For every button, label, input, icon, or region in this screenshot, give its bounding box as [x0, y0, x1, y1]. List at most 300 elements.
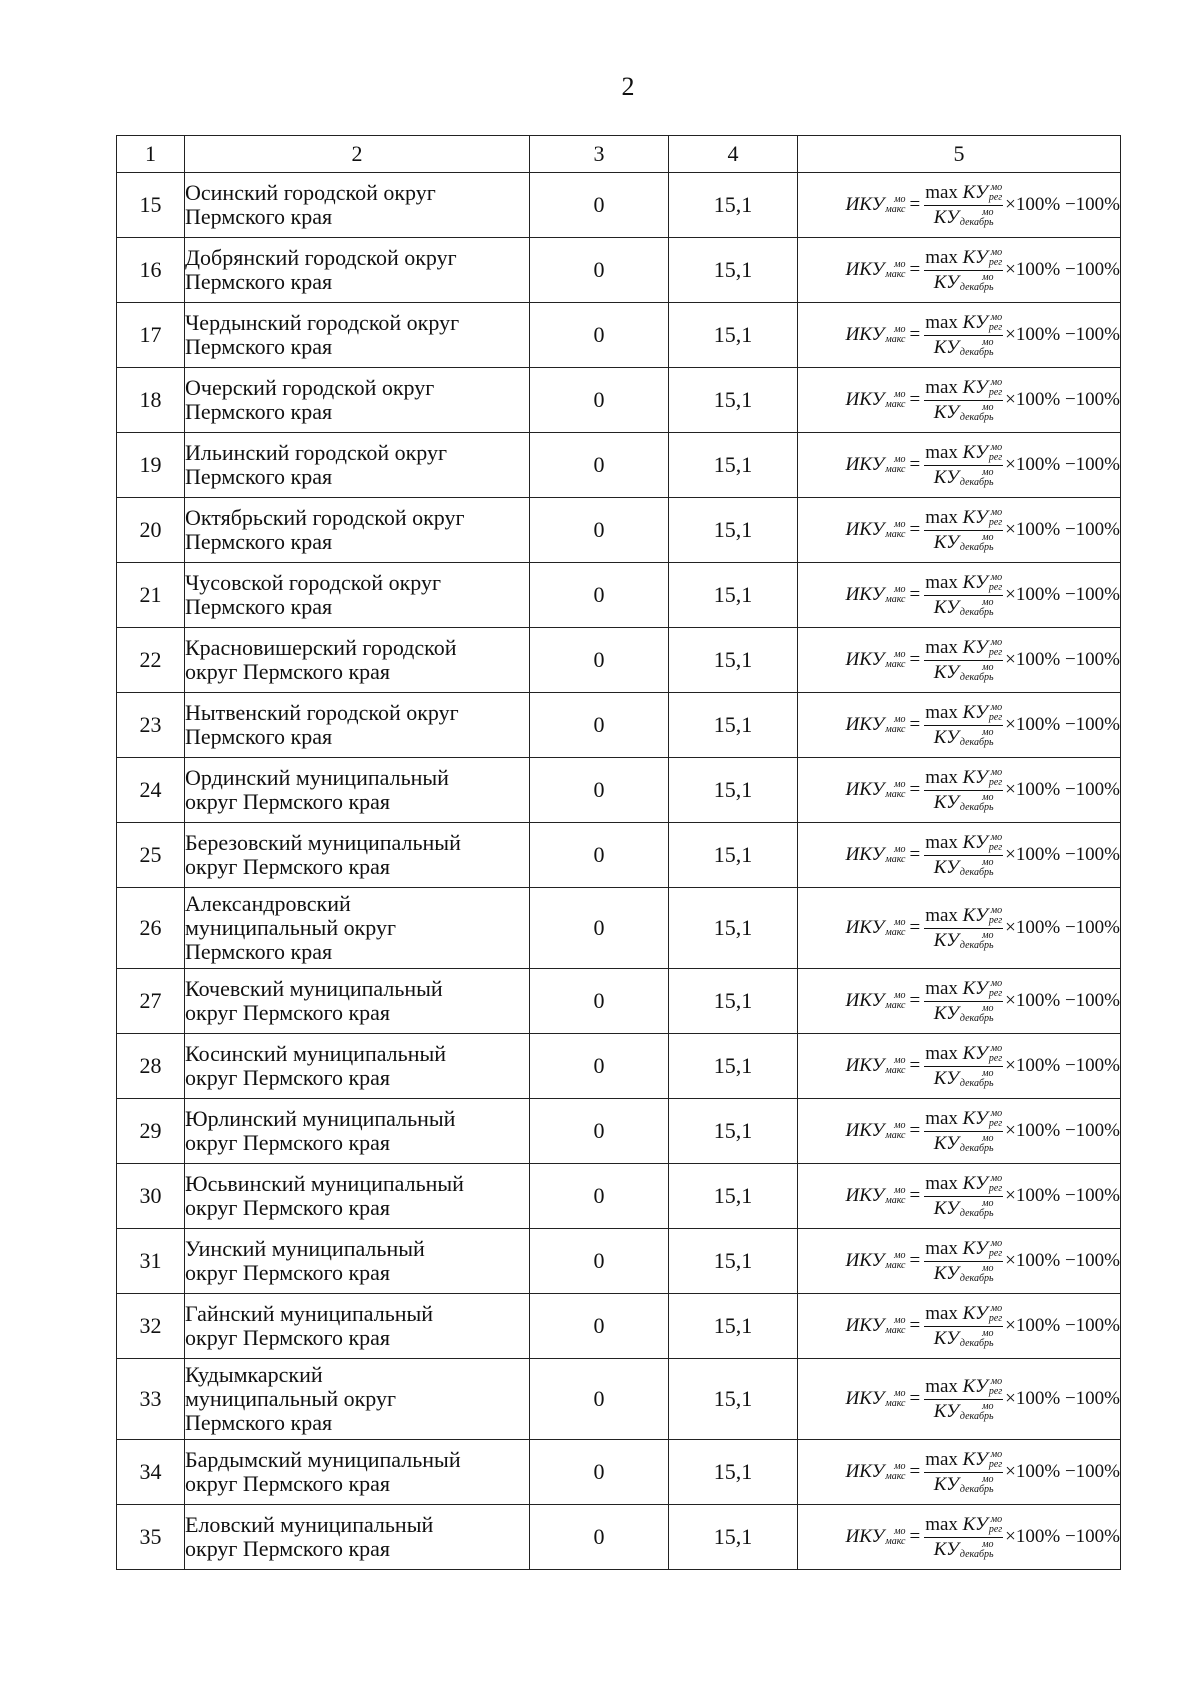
formula-den-sup: мо [982, 271, 994, 283]
formula-tail: ×100% −100% [1005, 584, 1120, 605]
formula-num-ku: КУ [962, 977, 988, 999]
column-header: 3 [530, 136, 669, 173]
municipality-name-line: округ Пермского края [185, 1195, 391, 1220]
row-number: 34 [117, 1440, 185, 1505]
column-4-value: 15,1 [669, 303, 798, 368]
formula-den-sup: мо [982, 1132, 994, 1144]
column-4-value: 15,1 [669, 1294, 798, 1359]
formula-lhs-sup: мо [894, 584, 906, 595]
formula-denominator [934, 401, 994, 424]
formula-num-sub: рег [988, 386, 1003, 398]
formula-num-sub: рег [988, 987, 1003, 999]
formula-num-sub: рег [988, 776, 1003, 788]
formula-den-sub: декабрь [959, 1207, 994, 1219]
formula-denominator [934, 336, 994, 359]
formula-max: max [925, 571, 958, 593]
formula-num-sup: мо [990, 636, 1003, 648]
municipality-name-line: Ильинский городской округ [185, 440, 448, 465]
formula-den-sup: мо [982, 1327, 994, 1339]
formula-numerator [924, 572, 1003, 596]
formula-tail: ×100% −100% [1005, 519, 1120, 540]
municipality-name-line: Уинский муниципальный [185, 1236, 425, 1261]
municipality-name-line: Пермского края [185, 1410, 333, 1435]
formula-tail: ×100% −100% [1005, 990, 1120, 1011]
formula-max: max [925, 311, 958, 333]
formula-num-sup: мо [990, 1172, 1003, 1184]
formula-equals: = [909, 454, 921, 475]
formula-equals: = [909, 779, 921, 800]
formula-num-sub: рег [988, 1247, 1003, 1259]
column-3-value: 0 [530, 563, 669, 628]
formula-num-sub: рег [988, 1523, 1003, 1535]
municipality-name-line: Пермского края [185, 399, 333, 424]
formula-denominator [934, 726, 994, 749]
municipality-name-line: Пермского края [185, 334, 333, 359]
formula-den-sup: мо [982, 531, 994, 543]
formula-tail: ×100% −100% [1005, 1185, 1120, 1206]
row-number: 18 [117, 368, 185, 433]
formula-cell [798, 628, 1121, 693]
column-3-value: 0 [530, 1359, 669, 1440]
formula-den-ku: КУ [933, 1132, 959, 1154]
row-number: 24 [117, 758, 185, 823]
formula-num-sup: мо [990, 1448, 1003, 1460]
formula-num-sup: мо [990, 376, 1003, 388]
table-row [117, 1034, 1121, 1099]
formula-equals: = [909, 1185, 921, 1206]
formula-den-sup: мо [982, 1067, 994, 1079]
formula-denominator [934, 206, 994, 229]
formula-fraction [924, 1108, 1003, 1155]
formula-num-ku: КУ [962, 1375, 988, 1397]
formula-numerator [924, 1376, 1003, 1400]
formula-tail: ×100% −100% [1005, 714, 1120, 735]
formula-lhs: ИКУ [845, 990, 885, 1011]
column-3-value: 0 [530, 1034, 669, 1099]
formula [845, 1043, 1120, 1090]
municipality-name-line: округ Пермского края [185, 854, 391, 879]
formula [845, 1173, 1120, 1220]
municipality-name-line: Чусовской городской округ [185, 570, 441, 595]
municipality-name-line: Пермского края [185, 594, 333, 619]
formula-fraction [924, 247, 1003, 294]
column-3-value: 0 [530, 823, 669, 888]
formula-lhs-sup: мо [894, 1120, 906, 1131]
row-number: 27 [117, 969, 185, 1034]
municipality-name-line: округ Пермского края [185, 1260, 391, 1285]
column-4-value: 15,1 [669, 888, 798, 969]
table-row [117, 1099, 1121, 1164]
column-4-value: 15,1 [669, 823, 798, 888]
formula-lhs-sub: макс [885, 269, 906, 280]
formula-denominator [934, 1327, 994, 1350]
column-4-value: 15,1 [669, 368, 798, 433]
row-number: 26 [117, 888, 185, 969]
formula-tail: ×100% −100% [1005, 1250, 1120, 1271]
formula-lhs-sup: мо [894, 454, 906, 465]
formula-num-ku: КУ [962, 311, 988, 333]
formula-num-ku: КУ [962, 1448, 988, 1470]
table-row [117, 758, 1121, 823]
municipality-name [185, 693, 530, 758]
formula-lhs-sub: макс [885, 854, 906, 865]
formula-num-sub: рег [988, 1182, 1003, 1194]
row-number: 33 [117, 1359, 185, 1440]
column-3-value: 0 [530, 758, 669, 823]
table-row [117, 1440, 1121, 1505]
formula [845, 182, 1120, 229]
formula-max: max [925, 506, 958, 528]
municipality-name-line: Бардымский муниципальный [185, 1447, 461, 1472]
column-3-value: 0 [530, 173, 669, 238]
row-number: 19 [117, 433, 185, 498]
municipality-name-line: Гайнский муниципальный [185, 1301, 434, 1326]
formula-num-sup: мо [990, 571, 1003, 583]
municipality-name-line: муниципальный округ [185, 1386, 397, 1411]
formula-lhs-sup: мо [894, 779, 906, 790]
table-row [117, 969, 1121, 1034]
formula-denominator [934, 1067, 994, 1090]
formula-equals: = [909, 1388, 921, 1409]
formula-equals: = [909, 324, 921, 345]
column-4-value: 15,1 [669, 1440, 798, 1505]
formula-cell [798, 1164, 1121, 1229]
formula [845, 1376, 1120, 1423]
formula [845, 1449, 1120, 1496]
formula-num-sup: мо [990, 1302, 1003, 1314]
municipality-name [185, 433, 530, 498]
table-body [117, 173, 1121, 1570]
formula [845, 442, 1120, 489]
formula-cell [798, 969, 1121, 1034]
formula-num-sup: мо [990, 766, 1003, 778]
column-3-value: 0 [530, 368, 669, 433]
formula-numerator [924, 905, 1003, 929]
formula-lhs: ИКУ [845, 714, 885, 735]
municipality-name [185, 173, 530, 238]
formula-den-sup: мо [982, 1262, 994, 1274]
formula-fraction [924, 637, 1003, 684]
formula-numerator [924, 767, 1003, 791]
formula-tail: ×100% −100% [1005, 1055, 1120, 1076]
formula-fraction [924, 1376, 1003, 1423]
formula-cell [798, 1099, 1121, 1164]
formula-num-sub: рег [988, 581, 1003, 593]
formula-num-sub: рег [988, 256, 1003, 268]
formula-denominator [934, 791, 994, 814]
formula-den-ku: КУ [933, 1067, 959, 1089]
formula-den-ku: КУ [933, 531, 959, 553]
municipality-name [185, 563, 530, 628]
formula-num-sub: рег [988, 516, 1003, 528]
formula-cell [798, 758, 1121, 823]
formula-num-ku: КУ [962, 1513, 988, 1535]
column-header: 1 [117, 136, 185, 173]
municipality-name-line: округ Пермского края [185, 1325, 391, 1350]
formula-denominator [934, 271, 994, 294]
row-number: 22 [117, 628, 185, 693]
table-row [117, 303, 1121, 368]
municipality-name-line: Пермского края [185, 204, 333, 229]
municipality-name-line: Красновишерский городской [185, 635, 457, 660]
municipality-name [185, 1505, 530, 1570]
formula-lhs-sup: мо [894, 917, 906, 928]
formula-fraction [924, 312, 1003, 359]
table-row [117, 1359, 1121, 1440]
municipality-name-line: округ Пермского края [185, 1471, 391, 1496]
formula-equals: = [909, 194, 921, 215]
formula-den-ku: КУ [933, 1538, 959, 1560]
formula-lhs-sup: мо [894, 389, 906, 400]
formula-den-sup: мо [982, 401, 994, 413]
formula-lhs: ИКУ [845, 584, 885, 605]
municipality-name-line: округ Пермского края [185, 1130, 391, 1155]
formula-cell [798, 173, 1121, 238]
header-row [117, 136, 1121, 173]
formula-lhs-sub: макс [885, 1536, 906, 1547]
municipality-name-line: Пермского края [185, 529, 333, 554]
table-row [117, 498, 1121, 563]
formula [845, 572, 1120, 619]
formula-numerator [924, 637, 1003, 661]
municipality-name [185, 969, 530, 1034]
formula-numerator [924, 442, 1003, 466]
formula-num-ku: КУ [962, 831, 988, 853]
municipality-name [185, 823, 530, 888]
formula-max: max [925, 904, 958, 926]
formula-fraction [924, 767, 1003, 814]
municipality-name-line: муниципальный округ [185, 915, 397, 940]
formula-max: max [925, 1375, 958, 1397]
formula-denominator [934, 1002, 994, 1025]
formula-num-sub: рег [988, 646, 1003, 658]
formula-max: max [925, 1237, 958, 1259]
formula-den-sub: декабрь [959, 1012, 994, 1024]
formula-den-sub: декабрь [959, 1548, 994, 1560]
municipality-name-line: округ Пермского края [185, 659, 391, 684]
formula-num-sup: мо [990, 831, 1003, 843]
formula-num-sup: мо [990, 1107, 1003, 1119]
municipality-name-line: округ Пермского края [185, 1000, 391, 1025]
municipality-name-line: Добрянский городской округ [185, 245, 457, 270]
table-row [117, 173, 1121, 238]
formula-den-ku: КУ [933, 856, 959, 878]
column-header: 4 [669, 136, 798, 173]
formula [845, 247, 1120, 294]
formula-lhs: ИКУ [845, 1185, 885, 1206]
formula-numerator [924, 1108, 1003, 1132]
formula-den-ku: КУ [933, 336, 959, 358]
row-number: 15 [117, 173, 185, 238]
formula-num-ku: КУ [962, 506, 988, 528]
formula-lhs: ИКУ [845, 454, 885, 475]
formula-lhs-sub: макс [885, 659, 906, 670]
formula-lhs: ИКУ [845, 1388, 885, 1409]
formula-cell [798, 433, 1121, 498]
formula-equals: = [909, 389, 921, 410]
formula-equals: = [909, 1120, 921, 1141]
row-number: 32 [117, 1294, 185, 1359]
formula-denominator [934, 1538, 994, 1561]
column-3-value: 0 [530, 1505, 669, 1570]
municipality-name-line: Осинский городской округ [185, 180, 436, 205]
formula-num-ku: КУ [962, 1302, 988, 1324]
formula-den-sub: декабрь [959, 801, 994, 813]
formula-lhs-sub: макс [885, 1195, 906, 1206]
formula-num-ku: КУ [962, 246, 988, 268]
formula-den-ku: КУ [933, 661, 959, 683]
formula-den-ku: КУ [933, 271, 959, 293]
row-number: 35 [117, 1505, 185, 1570]
table-row [117, 1164, 1121, 1229]
formula-equals: = [909, 1315, 921, 1336]
formula-lhs: ИКУ [845, 519, 885, 540]
column-4-value: 15,1 [669, 758, 798, 823]
formula-lhs-sup: мо [894, 1055, 906, 1066]
municipality-name-line: Еловский муниципальный [185, 1512, 434, 1537]
formula-lhs: ИКУ [845, 1120, 885, 1141]
municipality-name-line: Кудымкарский [185, 1362, 323, 1387]
formula-den-sup: мо [982, 1002, 994, 1014]
formula-lhs-sub: макс [885, 464, 906, 475]
table-row [117, 238, 1121, 303]
formula-lhs: ИКУ [845, 779, 885, 800]
formula-num-sub: рег [988, 841, 1003, 853]
column-4-value: 15,1 [669, 433, 798, 498]
formula-num-sup: мо [990, 977, 1003, 989]
municipality-name [185, 498, 530, 563]
formula-denominator [934, 856, 994, 879]
formula-lhs-sup: мо [894, 990, 906, 1001]
formula-numerator [924, 1238, 1003, 1262]
formula-den-sub: декабрь [959, 1410, 994, 1422]
formula-denominator [934, 1197, 994, 1220]
column-4-value: 15,1 [669, 628, 798, 693]
municipality-name [185, 628, 530, 693]
formula-num-ku: КУ [962, 376, 988, 398]
table-row [117, 368, 1121, 433]
formula-den-sub: декабрь [959, 1337, 994, 1349]
row-number: 20 [117, 498, 185, 563]
formula-lhs-sup: мо [894, 1250, 906, 1261]
formula-max: max [925, 1448, 958, 1470]
formula-den-sup: мо [982, 791, 994, 803]
formula-num-sub: рег [988, 1117, 1003, 1129]
formula-den-ku: КУ [933, 1002, 959, 1024]
formula-den-sub: декабрь [959, 736, 994, 748]
formula-fraction [924, 1238, 1003, 1285]
formula [845, 1514, 1120, 1561]
formula-numerator [924, 1043, 1003, 1067]
formula-equals: = [909, 259, 921, 280]
formula-den-sup: мо [982, 856, 994, 868]
formula-den-sub: декабрь [959, 1142, 994, 1154]
formula-den-ku: КУ [933, 1197, 959, 1219]
formula-num-sub: рег [988, 451, 1003, 463]
formula [845, 312, 1120, 359]
formula-tail: ×100% −100% [1005, 454, 1120, 475]
formula-num-sup: мо [990, 311, 1003, 323]
formula-num-ku: КУ [962, 1172, 988, 1194]
formula-num-sup: мо [990, 246, 1003, 258]
formula-numerator [924, 1173, 1003, 1197]
formula-den-sub: декабрь [959, 939, 994, 951]
formula-den-ku: КУ [933, 1327, 959, 1349]
formula-lhs-sub: макс [885, 529, 906, 540]
formula-lhs-sub: макс [885, 399, 906, 410]
formula-lhs-sup: мо [894, 324, 906, 335]
table-row [117, 888, 1121, 969]
row-number: 21 [117, 563, 185, 628]
formula-lhs: ИКУ [845, 194, 885, 215]
formula-cell [798, 693, 1121, 758]
municipality-name [185, 303, 530, 368]
municipality-name [185, 1440, 530, 1505]
formula-equals: = [909, 844, 921, 865]
row-number: 17 [117, 303, 185, 368]
formula-cell [798, 563, 1121, 628]
municipality-name-line: Ординский муниципальный [185, 765, 449, 790]
formula-max: max [925, 441, 958, 463]
row-number: 30 [117, 1164, 185, 1229]
column-4-value: 15,1 [669, 1099, 798, 1164]
formula-denominator [934, 531, 994, 554]
formula-tail: ×100% −100% [1005, 259, 1120, 280]
formula-lhs-sup: мо [894, 1526, 906, 1537]
formula-max: max [925, 831, 958, 853]
formula-denominator [934, 661, 994, 684]
formula-num-sub: рег [988, 321, 1003, 333]
formula-fraction [924, 1303, 1003, 1350]
column-4-value: 15,1 [669, 693, 798, 758]
formula-lhs: ИКУ [845, 259, 885, 280]
formula-denominator [934, 1132, 994, 1155]
formula-lhs: ИКУ [845, 324, 885, 345]
formula-lhs-sup: мо [894, 844, 906, 855]
formula-num-ku: КУ [962, 701, 988, 723]
formula-tail: ×100% −100% [1005, 194, 1120, 215]
formula-lhs-sub: макс [885, 1471, 906, 1482]
formula-numerator [924, 1514, 1003, 1538]
formula-den-sup: мо [982, 929, 994, 941]
formula-den-sub: декабрь [959, 1077, 994, 1089]
formula-num-sub: рег [988, 1052, 1003, 1064]
formula-den-sub: декабрь [959, 216, 994, 228]
formula-den-sup: мо [982, 1473, 994, 1485]
formula-lhs-sub: макс [885, 1130, 906, 1141]
municipality-name [185, 1294, 530, 1359]
formula-cell [798, 368, 1121, 433]
formula-lhs: ИКУ [845, 1461, 885, 1482]
formula-max: max [925, 977, 958, 999]
table-row [117, 563, 1121, 628]
municipality-name [185, 1164, 530, 1229]
formula-numerator [924, 1449, 1003, 1473]
formula-fraction [924, 507, 1003, 554]
formula-num-ku: КУ [962, 636, 988, 658]
formula-lhs-sub: макс [885, 789, 906, 800]
formula-lhs-sub: макс [885, 334, 906, 345]
municipality-name-line: Пермского края [185, 269, 333, 294]
formula-numerator [924, 507, 1003, 531]
column-4-value: 15,1 [669, 969, 798, 1034]
formula-tail: ×100% −100% [1005, 1315, 1120, 1336]
formula-cell [798, 303, 1121, 368]
formula-cell [798, 1294, 1121, 1359]
formula-fraction [924, 377, 1003, 424]
column-3-value: 0 [530, 1440, 669, 1505]
formula-lhs-sup: мо [894, 714, 906, 725]
